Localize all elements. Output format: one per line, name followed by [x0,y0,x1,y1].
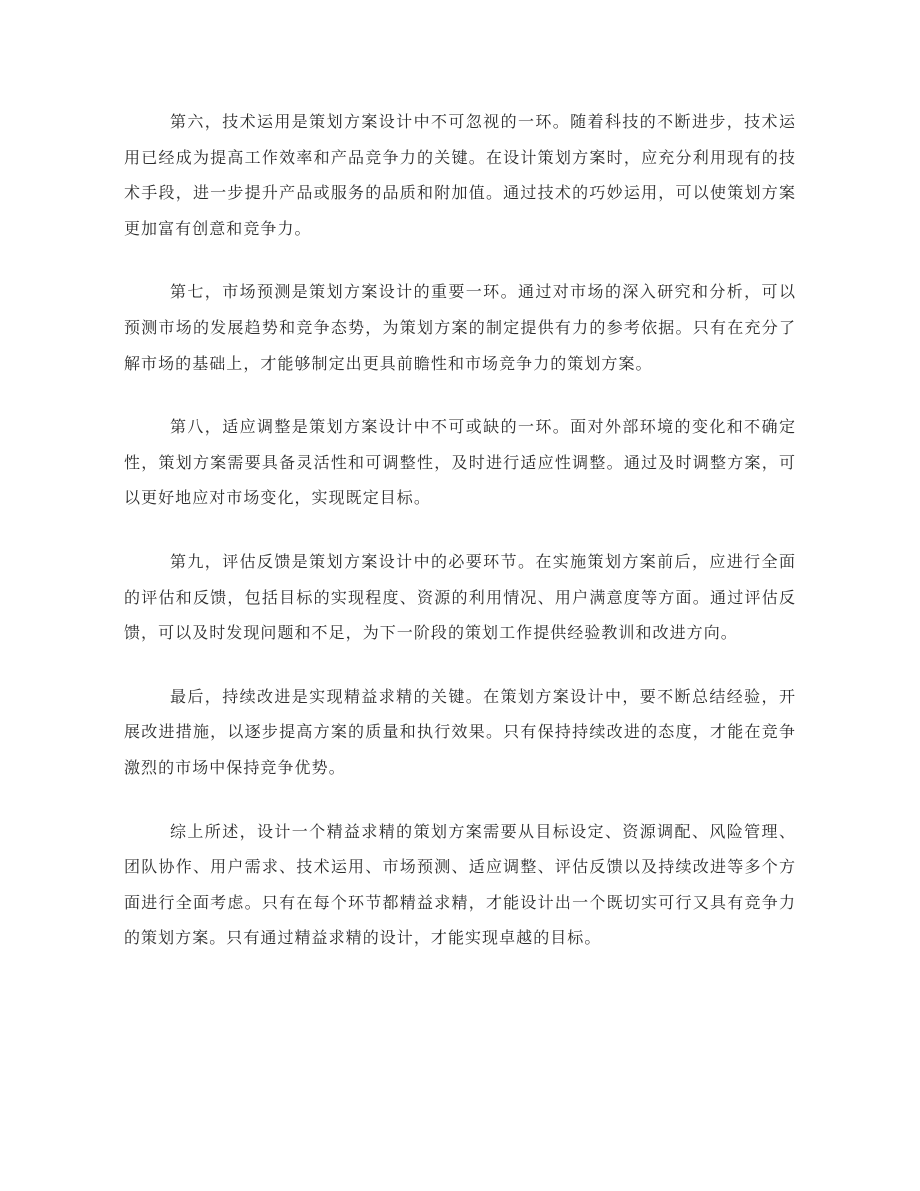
paragraph-sixth-technology: 第六，技术运用是策划方案设计中不可忽视的一环。随着科技的不断进步，技术运用已经成为提高工作效率和产品竞争力的关键。在设计策划方案时，应充分利用现有的技术手段，进一步提升产品或服务的品质和附加值。通过技术的巧妙运用，可以使策划方案更加富有创意和竞争力。 [124,112,796,238]
paragraph-ninth-evaluation-feedback: 第九，评估反馈是策划方案设计中的必要环节。在实施策划方案前后，应进行全面的评估和反馈，包括目标的实现程度、资源的利用情况、用户满意度等方面。通过评估反馈，可以及时发现问题和不足，为下一阶段的策划工作提供经验教训和改进方向。 [124,551,796,643]
document-body [124,104,796,984]
paragraph-conclusion: 综上所述，设计一个精益求精的策划方案需要从目标设定、资源调配、风险管理、团队协作、用户需求、技术运用、市场预测、适应调整、评估反馈以及持续改进等多个方面进行全面考虑。只有在每个环节都精益求精，才能设计出一个既切实可行又具有竞争力的策划方案。只有通过精益求精的设计，才能实现卓越的目标。 [124,821,796,948]
paragraph-seventh-market-forecast: 第七，市场预测是策划方案设计的重要一环。通过对市场的深入研究和分析，可以预测市场的发展趋势和竞争态势，为策划方案的制定提供有力的参考依据。只有在充分了解市场的基础上，才能够制定出更具前瞻性和市场竞争力的策划方案。 [124,282,796,373]
paragraph-continuous-improvement: 最后，持续改进是实现精益求精的关键。在策划方案设计中，要不断总结经验，开展改进措施，以逐步提高方案的质量和执行效果。只有保持持续改进的态度，才能在竞争激烈的市场中保持竞争优势。 [124,686,796,777]
paragraph-eighth-adaptive-adjustment: 第八，适应调整是策划方案设计中不可或缺的一环。面对外部环境的变化和不确定性，策划方案需要具备灵活性和可调整性，及时进行适应性调整。通过及时调整方案，可以更好地应对市场变化，实现既定目标。 [124,417,796,508]
